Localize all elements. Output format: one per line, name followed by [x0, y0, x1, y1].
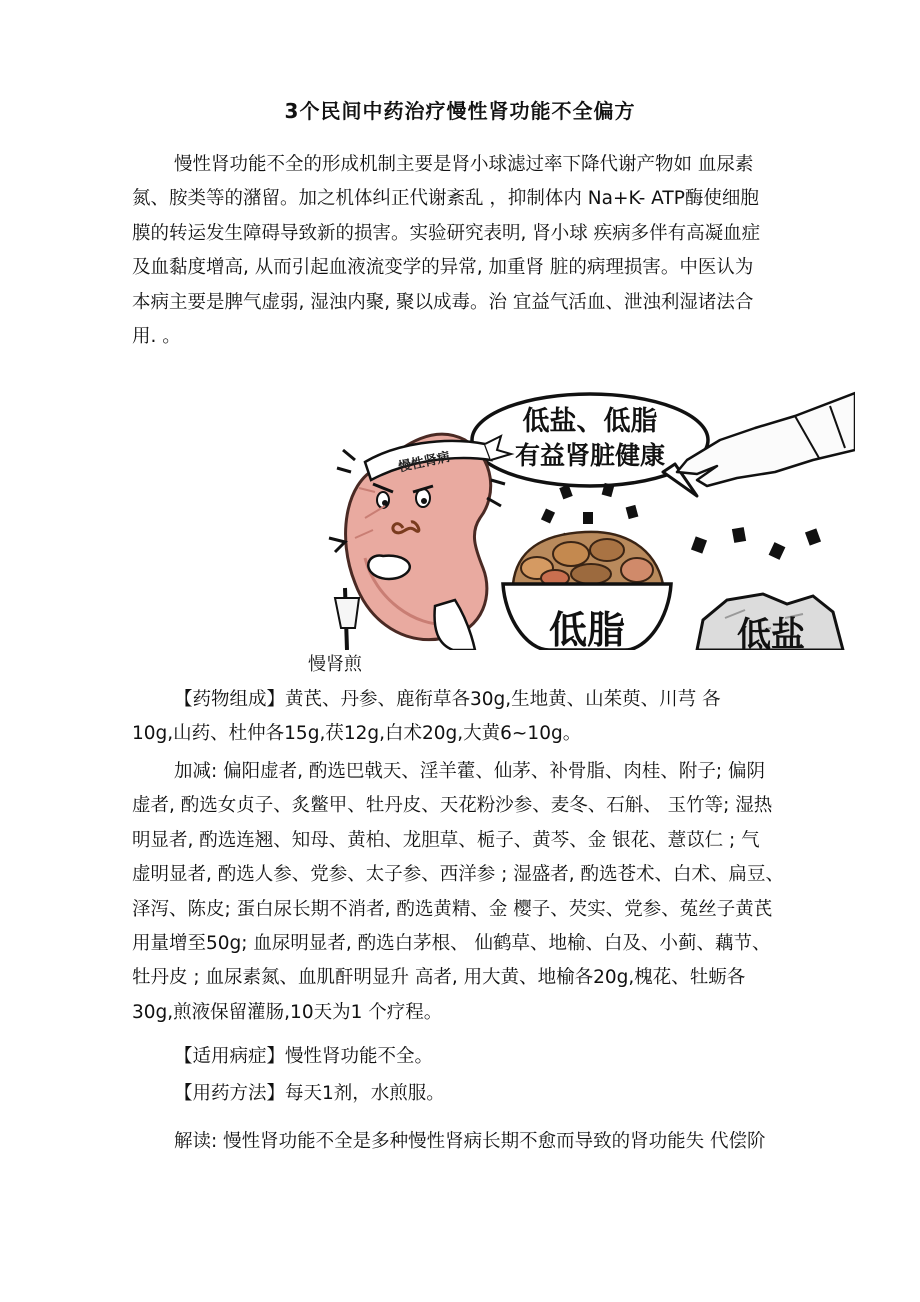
speech-bubble — [472, 394, 708, 496]
headband-text: 慢性肾病 — [397, 449, 452, 476]
usage-line: 【用药方法】每天1剂，水煎服。 — [174, 1083, 445, 1104]
modification-line: 虚者, 酌选女贞子、炙鳖甲、牡丹皮、天花粉沙参、麦冬、石斛、 玉竹等; 湿热 — [132, 795, 773, 817]
modification-line: 明显者, 酌选连翘、知母、黄柏、龙胆草、栀子、黄芩、金 银花、薏苡仁 ; 气 — [132, 829, 760, 851]
bubble-text-1: 低盐、低脂 — [522, 406, 658, 437]
modification-line: 牡丹皮 ; 血尿素氮、血肌酐明显升 高者, 用大黄、地榆各20g,槐花、牡蛎各 — [132, 967, 746, 989]
page-title: 3个民间中药治疗慢性肾功能不全偏方 — [284, 99, 636, 123]
image-caption: 慢肾煎 — [308, 654, 362, 675]
intro-line: 及血黏度增高, 从而引起血液流变学的异常, 加重肾 脏的病理损害。中医认为 — [132, 257, 754, 279]
usage-paragraph — [132, 1077, 792, 1111]
intro-line: 慢性肾功能不全的形成机制主要是肾小球滤过率下降代谢产物如 血尿素 — [174, 154, 754, 175]
intro-paragraph — [132, 148, 792, 354]
rock-label: 低盐 — [737, 615, 805, 650]
intro-line: 本病主要是脾气虚弱, 湿浊内聚, 聚以成毒。治 宜益气活血、泄浊利湿诸法合 — [132, 291, 754, 313]
composition-line: 10g,山药、杜仲各15g,茯12g,白术20g,大黄6~10g。 — [132, 723, 582, 745]
reading-paragraph — [132, 1125, 792, 1159]
modification-line: 虚明显者, 酌选人参、党参、太子参、西洋参 ; 湿盛者, 酌选苍术、白术、扁豆、 — [132, 864, 785, 886]
reading-line: 解读: 慢性肾功能不全是多种慢性肾病长期不愈而导致的肾功能失 代偿阶 — [174, 1131, 766, 1152]
composition-paragraph — [132, 683, 792, 752]
modification-line: 加减: 偏阳虚者, 酌选巴戟天、淫羊藿、仙茅、补骨脂、肉桂、附子; 偏阴 — [174, 761, 765, 782]
bowl-label: 低脂 — [548, 608, 626, 650]
disease-paragraph — [132, 1040, 792, 1074]
bowl — [503, 584, 671, 650]
food-pile — [513, 532, 663, 586]
modification-line: 泽泻、陈皮; 蛋白尿长期不消者, 酌选黄精、金 樱子、芡实、党参、菟丝子黄芪 — [132, 898, 773, 920]
disease-line: 【适用病症】慢性肾功能不全。 — [174, 1046, 434, 1067]
bubble-text-2: 有益肾脏健康 — [514, 441, 666, 470]
kidney-character — [335, 434, 511, 650]
modification-line: 30g,煎液保留灌肠,10天为1 个疗程。 — [132, 1001, 443, 1023]
salt-rock — [697, 594, 843, 650]
composition-line: 【药物组成】黄芪、丹参、鹿衔草各30g,生地黄、山茱萸、川芎 各 — [174, 689, 721, 710]
modification-line: 用量增至50g; 血尿明显者, 酌选白茅根、 仙鹤草、地榆、白及、小蓟、藕节、 — [132, 932, 771, 954]
intro-line: 用. 。 — [132, 325, 181, 347]
modification-paragraph — [132, 755, 792, 1030]
intro-line: 氮、胺类等的潴留。加之机体纠正代谢紊乱 ，抑制体内 Na+K- ATP酶使细胞 — [132, 188, 759, 210]
kidney-diet-illustration — [325, 388, 855, 650]
intro-line: 膜的转运发生障碍导致新的损害。实验研究表明, 肾小球 疾病多伴有高凝血症 — [132, 222, 761, 244]
